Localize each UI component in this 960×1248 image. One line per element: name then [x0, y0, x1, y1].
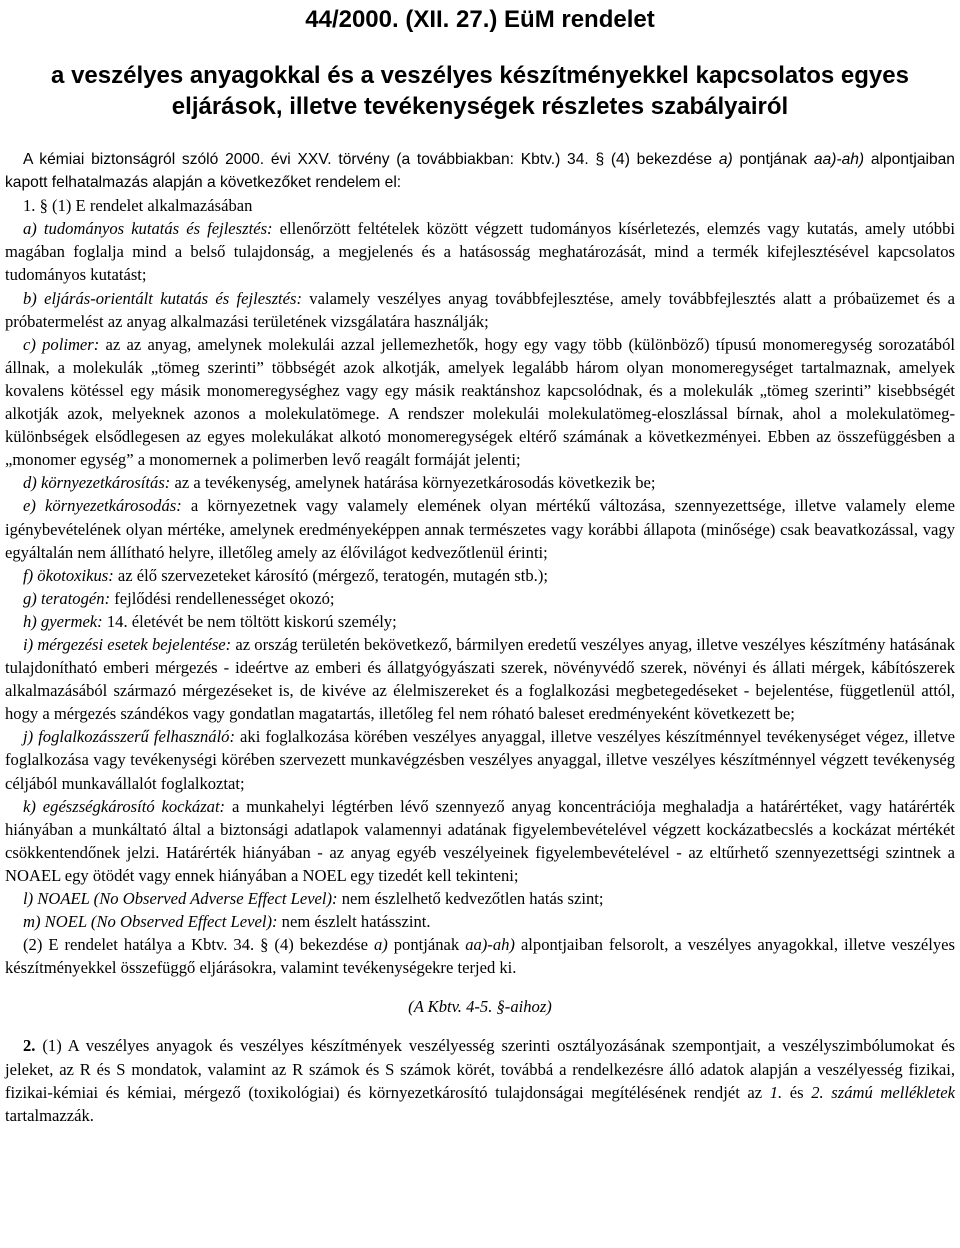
definition-f: f) ökotoxikus: az élő szervezeteket károsító (mérgező, teratogén, mutagén stb.); — [23, 565, 548, 585]
preamble: A kémiai biztonságról szóló 2000. évi XXV. törvény (a továbbiakban: Kbtv.) 34. § (4) bekezdése a) pontjának aa)-ah) alpontjaiban kapott felhatalmazás alapján a következőket rendelem el: — [5, 151, 955, 192]
definition-j: j) foglalkozásszerű felhasználó: aki foglalkozása körében veszélyes anyaggal, illetve veszélyes készítménnyel tevékenységet végez, illetve foglalkozása vagy tevékenységi körében szervezett munkavégzésben veszélyes anyaggal, illetve veszélyes készítménnyel végzett tevékenység céljából munkavállalót foglalkoztat; — [5, 727, 955, 793]
section-2-number: 2. — [23, 1036, 36, 1056]
section-1-heading: 1. § (1) E rendelet alkalmazásában — [23, 196, 253, 216]
definition-d: d) környezetkárosítás: az a tevékenység, amelynek határása környezetkárosodás következik be; — [23, 473, 656, 493]
document-title: 44/2000. (XII. 27.) EüM rendelet — [305, 6, 655, 33]
definition-b: b) eljárás-orientált kutatás és fejlesztés: valamely veszélyes anyag továbbfejlesztése, amely továbbfejlesztés alatt a próbaüzemet és a próbatermelést az anyag alkalmazási területének vizsgálatára használják; — [5, 288, 955, 331]
section-2-paragraph-1: 2. (1) A veszélyes anyagok és veszélyes készítmények veszélyesség szerinti osztályozásának szempontjait, a veszélyszimbólumokat és jeleket, az R és S mondatok, valamint az R számok és S számok körét, továbbá a rendelkezésre álló adatok alapján a veszélyesség fizikai, fizikai-kémiai és kémiai, mérgező (toxikológiai) és környezetkárosító tulajdonságai megítélésének rendjét az 1. és 2. számú mellékletek tartalmazzák. — [5, 1036, 955, 1125]
definition-k: k) egészségkárosító kockázat: a munkahelyi légtérben lévő szennyező anyag koncentrációja meghaladja a határértéket, vagy határérték hiányában a munkáltató által a biztonsági adatlapok valamennyi adatának figyelembevételével végzett kockázatbecslés a kockázat mértékét csökkentendőnek jelzi. Határérték hiányában - az anyag egyéb veszélyeinek figyelembevételével - az eltűrhető szennyezettségi szintnek a NOAEL egy ötödét vagy ennek hiányában a NOEL egy tizedét kell tekinteni; — [5, 796, 956, 885]
definition-i: i) mérgezési esetek bejelentése: az ország területén bekövetkező, bármilyen eredetű veszélyes anyag, illetve veszélyes készítmény hatásának tulajdonítható emberi mérgezés - ideértve az emberi és állatgyógyászati szerek, növényvédő szerek, növényi és állati mérgek, kábítószerek alkalmazásából származó mérgezéseket is, de kivéve az élelmiszereket és a foglalkozási megbetegedéseket - bejelentése, függetlenül attól, hogy a mérgezés szándékos vagy gondatlan magatartás, illetőleg fel nem róható baleset eredményeként következett be; — [5, 634, 955, 724]
definition-l: l) NOAEL (No Observed Adverse Effect Level): nem észlelhető kedvezőtlen hatás szint; — [23, 889, 604, 908]
definition-e: e) környezetkárosodás: a környezetnek vagy valamely elemének olyan mértékű változása, szennyezettsége, illetve valamely eleme igénybevételének olyan mértéke, amelynek eredményeképpen annak természetes vagy korábbi állapota (minősége) csak beavatkozással, vagy egyáltalán nem állítható helyre, illetőleg amely az élővilágot kedvezőtlenül érinti; — [5, 496, 955, 562]
definition-m: m) NOEL (No Observed Effect Level): nem észlelt hatásszint. — [23, 912, 431, 932]
document-body — [5, 148, 955, 1127]
definition-c: c) polimer: az az anyag, amelynek molekulái azzal jellemezhetők, hogy egy vagy több (különböző) típusú monomeregység sorozatából állnak, a molekulák „tömeg szerinti” többségét azok alkotják, amelyek legalább három olyan monomeregységet tartalmaznak, amelyek kovalens kötéssel egy másik monomeregységhez vagy egy másik reaktánshoz kapcsolódnak, és a molekulák „tömeg szerinti” kisebbségét alkotják azok, melyeknek azonos a molekulatömege. A rendszer molekulái molekulatömeg-eloszlással bírnak, ahol a molekulatömeg-különbségek elsődlegesen az egyes molekulákat alkotó monomeregységek eltérő számának a következményei. Ebben az összefüggésben a „monomer egység” a monomernek a polimerben levő reagált formáját jelenti; — [5, 334, 955, 470]
document-subtitle: a veszélyes anyagokkal és a veszélyes készítményekkel kapcsolatos egyes eljárások, illetve tevékenységek részletes szabályairól — [51, 62, 909, 120]
definition-g: g) teratogén: fejlődési rendellenességet okozó; — [23, 588, 335, 608]
definition-h: h) gyermek: 14. életévét be nem töltött kiskorú személy; — [23, 611, 397, 631]
definition-a: a) tudományos kutatás és fejlesztés: ellenőrzött feltételek között végzett tudományos kísérletezés, elemzés vagy kutatás, amely utóbbi magában foglalja mind a belső tulajdonság, a megjelenés és a hatásosság meghatározását, mind a termék kifejlesztésével kapcsolatos tudományos kutatást; — [5, 219, 956, 285]
section-note: (A Kbtv. 4-5. §-aihoz) — [408, 997, 552, 1017]
section-1-paragraph-2: (2) E rendelet hatálya a Kbtv. 34. § (4) bekezdése a) pontjának aa)-ah) alpontjaiban felsorolt, a veszélyes anyagokkal, illetve veszélyes készítményekkel összefüggő eljárásokra, valamint tevékenységekre terjed ki. — [5, 935, 955, 978]
